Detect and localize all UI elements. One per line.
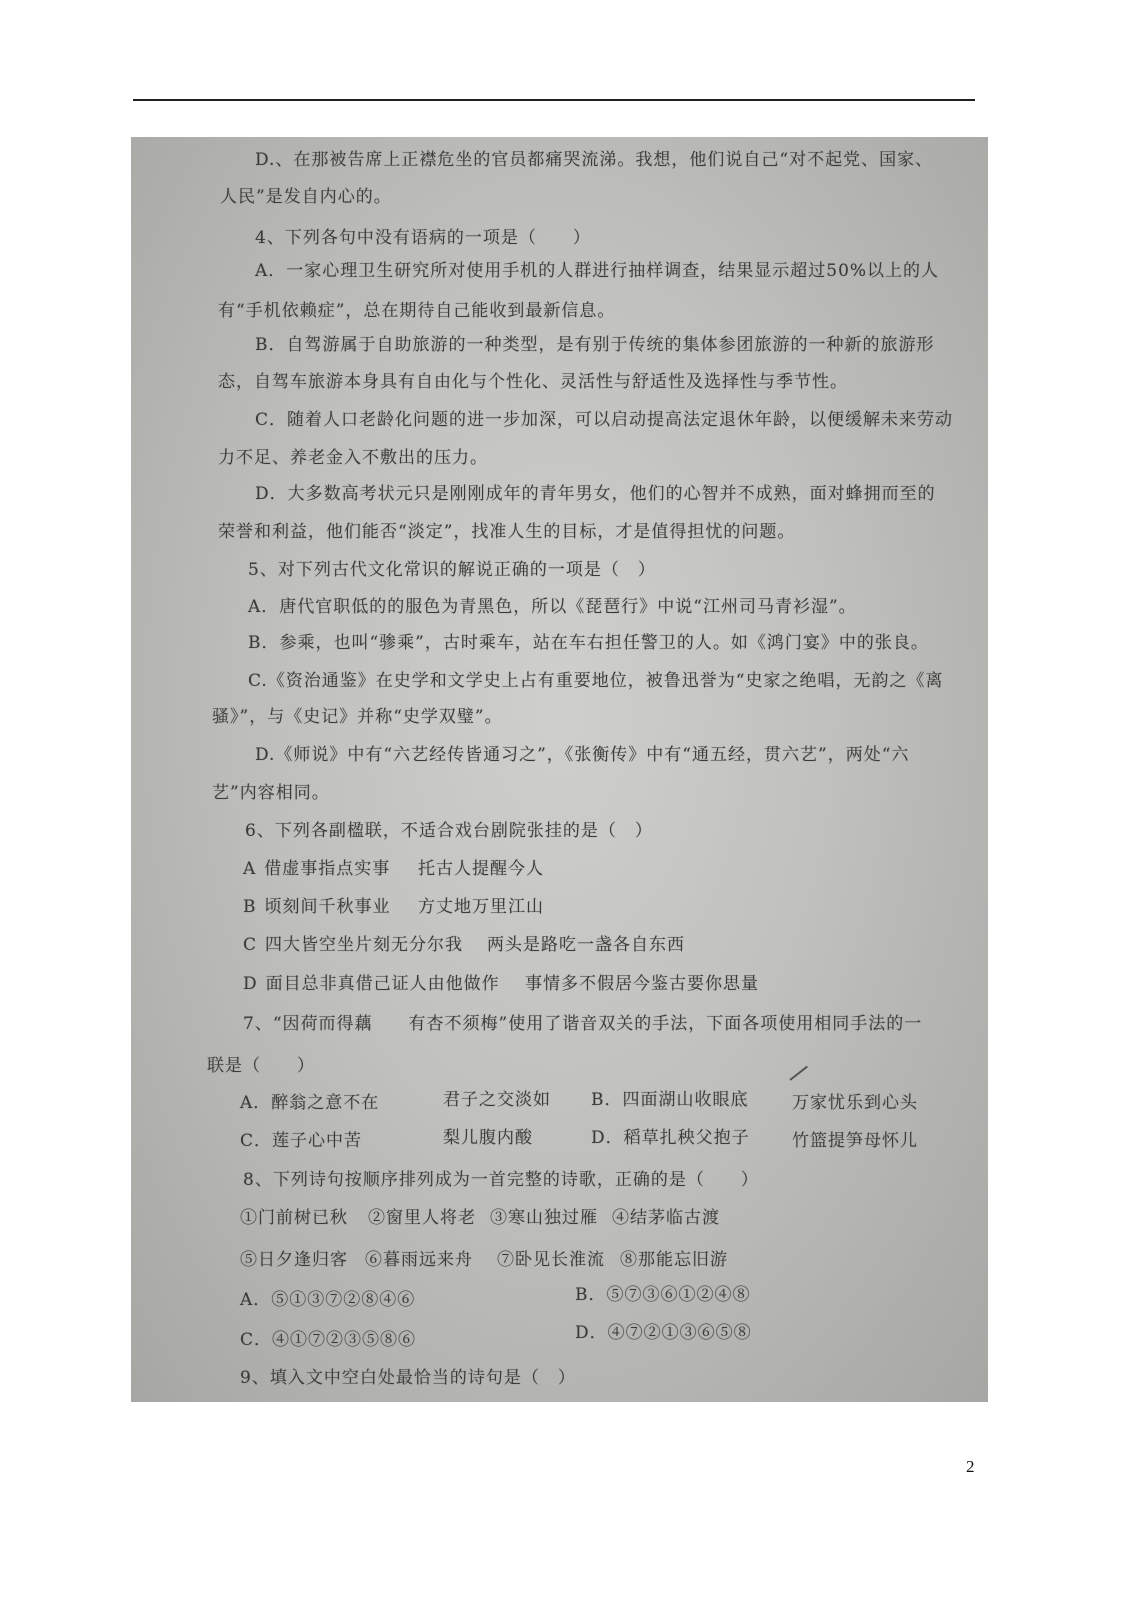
q7-option-c-first <box>240 1129 362 1153</box>
q5-stem: 5、对下列古代文化常识的解说正确的一项是（ ） <box>248 560 656 580</box>
q8-poem-line-4: ④结茅临古渡 <box>612 1208 720 1228</box>
q8-poem-line-5: ⑤日夕逢归客 <box>240 1250 348 1270</box>
q8-stem: 8、下列诗句按顺序排列成为一首完整的诗歌，正确的是（ ） <box>243 1170 759 1190</box>
q7-option-d-second: 竹篮提笋母怀儿 <box>792 1131 918 1151</box>
option-sequence: ⑤①③⑦②⑧④⑥ <box>271 1290 416 1310</box>
q6-option-a-second: 托古人提醒今人 <box>418 859 544 879</box>
option-label: B． <box>591 1090 623 1110</box>
page-number: 2 <box>966 1457 975 1476</box>
q6-option-c-first <box>243 933 463 957</box>
q3-option-d-line-1: D.、在那被告席上正襟危坐的官员都痛哭流涕。我想，他们说自己“对不起党、国家、 <box>255 150 934 170</box>
q3-option-d-line-2: 人民”是发自内心的。 <box>220 187 392 207</box>
option-label: C． <box>240 1131 273 1151</box>
q8-poem-line-2: ②窗里人将老 <box>368 1208 476 1228</box>
q4-option-b-line-2: 态，自驾车旅游本身具有自由化与个性化、灵活性与舒适性及选择性与季节性。 <box>218 372 848 392</box>
q4-option-c-line-1: C．随着人口老龄化问题的进一步加深，可以启动提高法定退休年龄，以便缓解未来劳动 <box>255 410 954 430</box>
option-label: B <box>243 897 257 917</box>
option-label: C． <box>240 1330 273 1350</box>
couplet-first-line: 顷刻间千秋事业 <box>264 897 391 917</box>
option-label: D． <box>591 1128 624 1148</box>
q7-stem-line-1: 7、“因荷而得藕 有杏不须梅”使用了谐音双关的手法，下面各项使用相同手法的一 <box>243 1014 923 1034</box>
q4-option-a-line-2: 有“手机依赖症”，总在期待自己能收到最新信息。 <box>218 301 616 321</box>
couplet-first-line: 四面湖山收眼底 <box>622 1090 749 1110</box>
q4-option-c-line-2: 力不足、养老金入不敷出的压力。 <box>218 448 488 468</box>
q5-option-c-line-1: C.《资治通鉴》在史学和文学史上占有重要地位，被鲁迅誉为“史家之绝唱，无韵之《离 <box>248 671 944 691</box>
option-label: D <box>243 974 258 994</box>
q5-option-b: B．参乘，也叫“骖乘”，古时乘车，站在车右担任警卫的人。如《鸿门宴》中的张良。 <box>248 633 929 653</box>
q6-option-b-second: 方丈地万里江山 <box>418 897 544 917</box>
q8-option-b <box>575 1283 751 1307</box>
couplet-first-line: 四大皆空坐片刻无分尔我 <box>265 935 464 955</box>
q8-poem-line-7: ⑦卧见长淮流 <box>497 1250 605 1270</box>
option-label: A． <box>240 1093 272 1113</box>
q6-option-d-first <box>243 972 500 996</box>
q8-poem-line-1: ①门前树已秋 <box>240 1208 348 1228</box>
option-sequence: ④⑦②①③⑥⑤⑧ <box>607 1323 752 1343</box>
couplet-first-line: 莲子心中苦 <box>272 1131 363 1151</box>
couplet-first-line: 面目总非真借己证人由他做作 <box>265 974 500 994</box>
q7-option-d-first <box>591 1126 750 1150</box>
option-label: A． <box>240 1290 272 1310</box>
q6-stem: 6、下列各副楹联，不适合戏台剧院张挂的是（ ） <box>245 821 653 841</box>
q4-option-d-line-1: D．大多数高考状元只是刚刚成年的青年男女，他们的心智并不成熟，面对蜂拥而至的 <box>255 484 936 504</box>
couplet-first-line: 醉翁之意不在 <box>271 1093 380 1113</box>
q8-poem-line-8: ⑧那能忘旧游 <box>620 1250 728 1270</box>
header-rule <box>133 99 975 101</box>
q6-option-d-second: 事情多不假居今鉴古要你思量 <box>525 974 759 994</box>
q7-option-a-second: 君子之交淡如 <box>443 1090 551 1110</box>
option-label: C <box>243 935 258 955</box>
q7-option-a-first <box>240 1091 379 1115</box>
option-label: B． <box>575 1285 607 1305</box>
q6-option-c-second: 两头是路吃一盏各自东西 <box>487 935 685 955</box>
q9-stem: 9、填入文中空白处最恰当的诗句是（ ） <box>240 1368 576 1388</box>
q4-stem: 4、下列各句中没有语病的一项是（ ） <box>255 228 591 248</box>
q8-option-a <box>240 1288 415 1312</box>
option-sequence: ⑤⑦③⑥①②④⑧ <box>606 1285 751 1305</box>
q7-option-b-first <box>591 1088 749 1112</box>
q4-option-b-line-1: B．自驾游属于自助旅游的一种类型，是有别于传统的集体参团旅游的一种新的旅游形 <box>255 335 935 355</box>
q8-poem-line-6: ⑥暮雨远来舟 <box>365 1250 473 1270</box>
couplet-first-line: 借虚事指点实事 <box>264 859 391 879</box>
option-label: A <box>243 859 257 879</box>
q5-option-a: A．唐代官职低的的服色为青黑色，所以《琵琶行》中说“江州司马青衫湿”。 <box>248 597 857 617</box>
q7-option-c-second: 梨儿腹内酸 <box>443 1128 533 1148</box>
q8-poem-line-3: ③寒山独过雁 <box>490 1208 598 1228</box>
q5-option-d-line-2: 艺”内容相同。 <box>212 783 330 803</box>
q7-option-b-second: 万家忧乐到心头 <box>792 1093 918 1113</box>
q6-option-a-first <box>243 857 390 881</box>
q5-option-c-line-2: 骚》”，与《史记》并称“史学双璧”。 <box>212 707 503 727</box>
q4-option-a-line-1: A．一家心理卫生研究所对使用手机的人群进行抽样调查，结果显示超过50%以上的人 <box>255 261 940 281</box>
option-sequence: ④①⑦②③⑤⑧⑥ <box>272 1330 417 1350</box>
q7-stem-line-2: 联是（ ） <box>207 1056 315 1076</box>
q4-option-d-line-2: 荣誉和利益，他们能否“淡定”，找准人生的目标，才是值得担忧的问题。 <box>218 522 796 542</box>
option-label: D． <box>575 1323 608 1343</box>
couplet-first-line: 稻草扎秧父抱子 <box>623 1128 750 1148</box>
q8-option-d <box>575 1321 752 1345</box>
q8-option-c <box>240 1328 416 1352</box>
q6-option-b-first <box>243 895 391 919</box>
q5-option-d-line-1: D.《师说》中有“六艺经传皆通习之”，《张衡传》中有“通五经，贯六艺”，两处“六 <box>255 745 910 765</box>
